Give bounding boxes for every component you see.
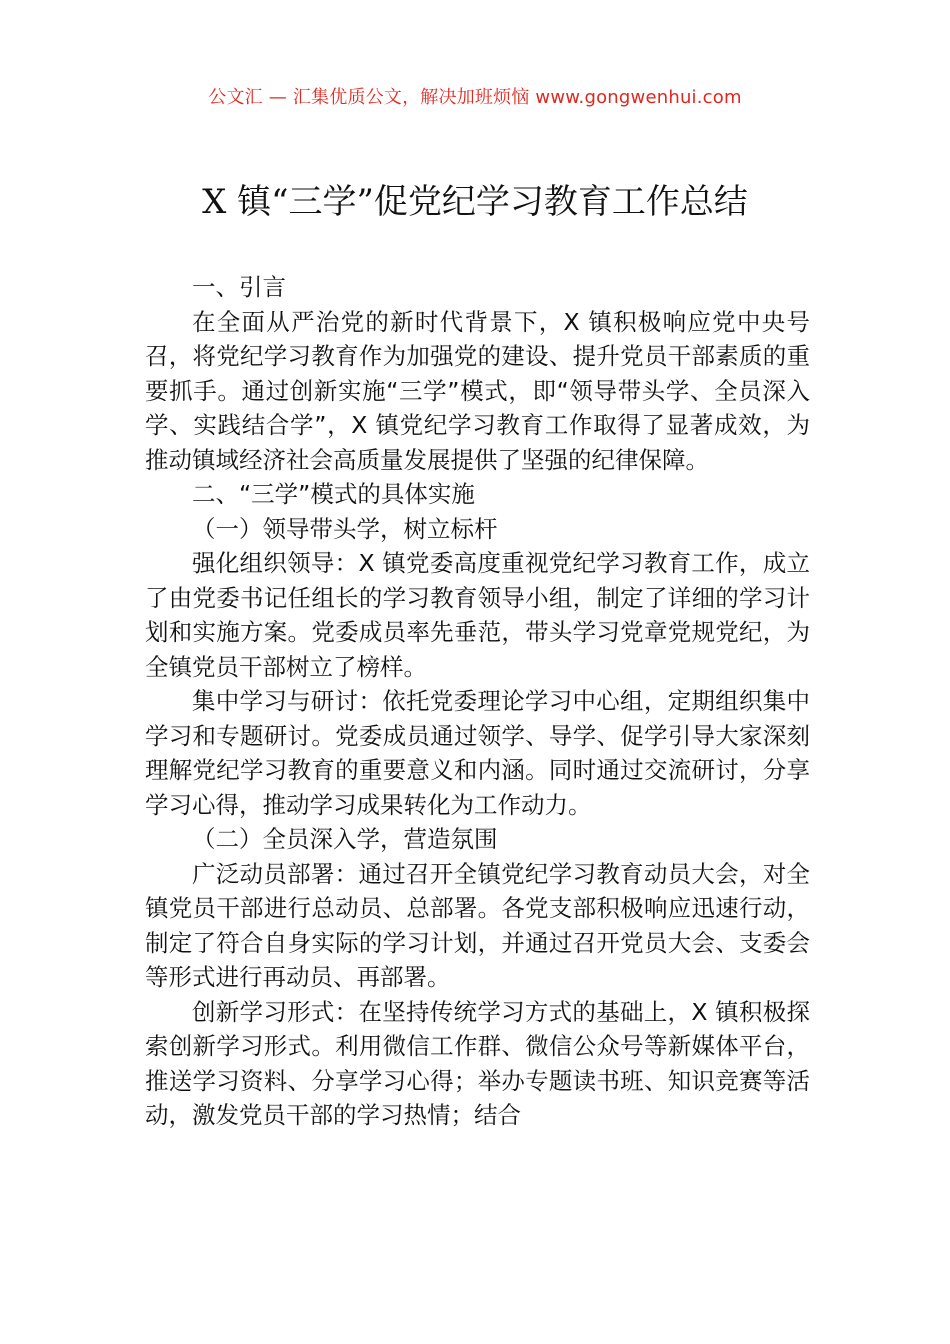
subsection-heading-2: （二）全员深入学，营造氛围 xyxy=(192,825,498,853)
paragraph-intro: 在全面从严治党的新时代背景下，X 镇积极响应党中央号召，将党纪学习教育作为加强党的建设、提升党员干部素质的重要抓手。通过创新实施“三学”模式，即“领导带头学、全员深入学、实践结合学”，X 镇党纪学习教育工作取得了显著成效，为推动镇域经济社会高质量发展提供了坚强的纪律保障。 xyxy=(145,307,810,474)
header-banner: 公文汇 — 汇集优质公文，解决加班烦恼 www.gongwenhui.com xyxy=(208,87,742,108)
paragraph-innovation: 创新学习形式：在坚持传统学习方式的基础上，X 镇积极探索创新学习形式。利用微信工作群、微信公众号等新媒体平台，推送学习资料、分享学习心得；举办专题读书班、知识竞赛等活动，激发党员干部的学习热情；结合 xyxy=(145,997,810,1129)
document-title: X 镇“三学”促党纪学习教育工作总结 xyxy=(202,182,748,222)
paragraph-mobilization: 广泛动员部署：通过召开全镇党纪学习教育动员大会，对全镇党员干部进行总动员、总部署。各党支部积极响应迅速行动，制定了符合自身实际的学习计划，并通过召开党员大会、支委会等形式进行再动员、再部署。 xyxy=(145,859,810,991)
section-heading-intro: 一、引言 xyxy=(192,273,286,301)
subsection-heading-1: （一）领导带头学，树立标杆 xyxy=(192,514,498,543)
paragraph-study-discussion: 集中学习与研讨：依托党委理论学习中心组，定期组织集中学习和专题研讨。党委成员通过领学、导学、促学引导大家深刻理解党纪学习教育的重要意义和内涵。同时通过交流研讨，分享学习心得，推动学习成果转化为工作动力。 xyxy=(145,687,810,819)
section-heading-implementation: 二、“三学”模式的具体实施 xyxy=(192,480,475,508)
document-body xyxy=(145,270,810,1133)
paragraph-leadership: 强化组织领导：X 镇党委高度重视党纪学习教育工作，成立了由党委书记任组长的学习教育领导小组，制定了详细的学习计划和实施方案。党委成员率先垂范，带头学习党章党规党纪，为全镇党员干部树立了榜样。 xyxy=(145,549,810,681)
